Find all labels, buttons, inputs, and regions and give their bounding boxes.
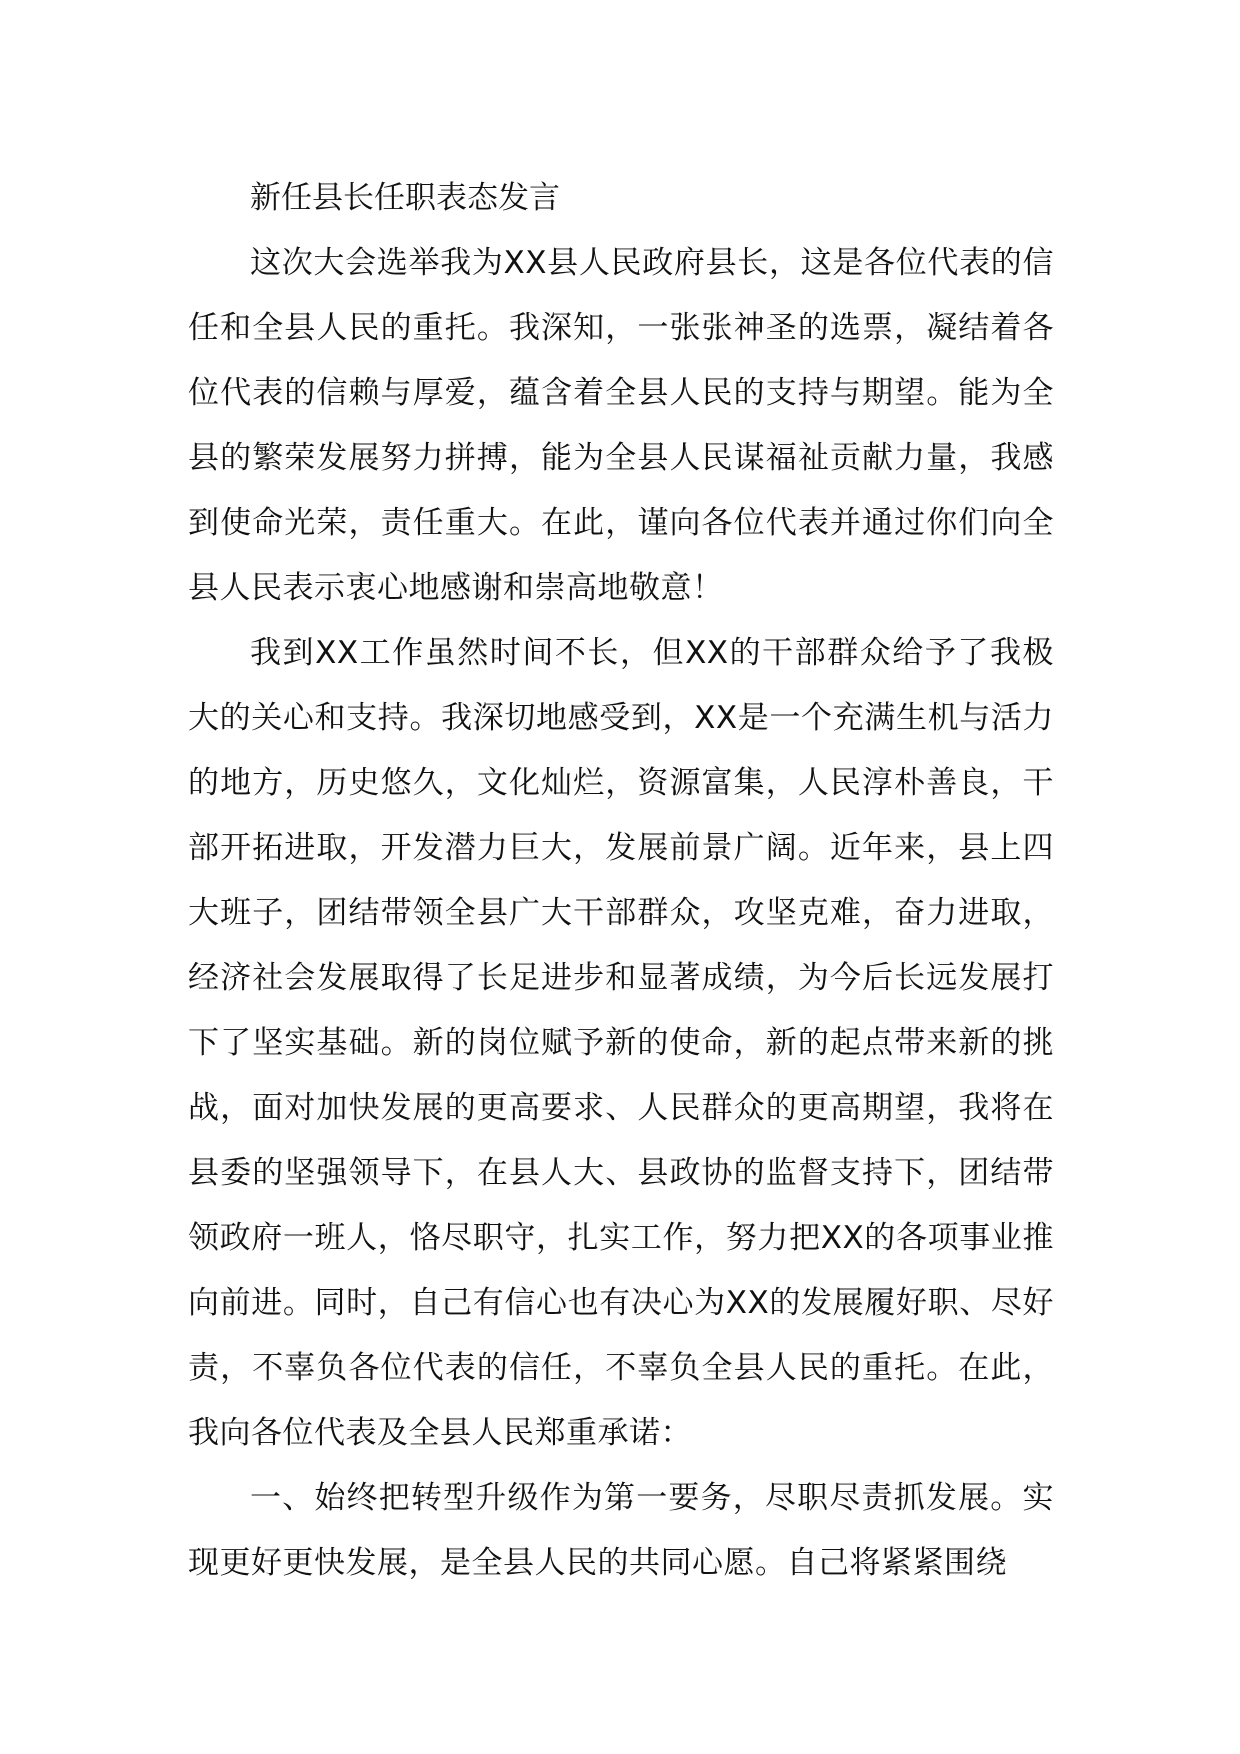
paragraph-3: 一、始终把转型升级作为第一要务，尽职尽责抓发展。实现更好更快发展，是全县人民的共同心愿。自己将紧紧围绕 bbox=[188, 1480, 1054, 1581]
paragraph-1: 这次大会选举我为XX县人民政府县长，这是各位代表的信任和全县人民的重托。我深知，一张张神圣的选票，凝结着各位代表的信赖与厚爱，蕴含着全县人民的支持与期望。能为全县的繁荣发展努力拼搏，能为全县人民谋福祉贡献力量，我感到使命光荣，责任重大。在此，谨向各位代表并通过你们向全县人民表示衷心地感谢和崇高地敬意！ bbox=[188, 245, 1054, 606]
document-title: 新任县长任职表态发言 bbox=[250, 180, 560, 216]
document-body bbox=[188, 166, 1054, 1596]
paragraph-2: 我到XX工作虽然时间不长，但XX的干部群众给予了我极大的关心和支持。我深切地感受到，XX是一个充满生机与活力的地方，历史悠久，文化灿烂，资源富集，人民淳朴善良，干部开拓进取，开发潜力巨大，发展前景广阔。近年来，县上四大班子，团结带领全县广大干部群众，攻坚克难，奋力进取，经济社会发展取得了长足进步和显著成绩，为今后长远发展打下了坚实基础。新的岗位赋予新的使命，新的起点带来新的挑战，面对加快发展的更高要求、人民群众的更高期望，我将在县委的坚强领导下，在县人大、县政协的监督支持下，团结带领政府一班人，恪尽职守，扎实工作，努力把XX的各项事业推向前进。同时，自己有信心也有决心为XX的发展履好职、尽好责，不辜负各位代表的信任，不辜负全县人民的重托。在此，我向各位代表及全县人民郑重承诺： bbox=[188, 635, 1054, 1451]
